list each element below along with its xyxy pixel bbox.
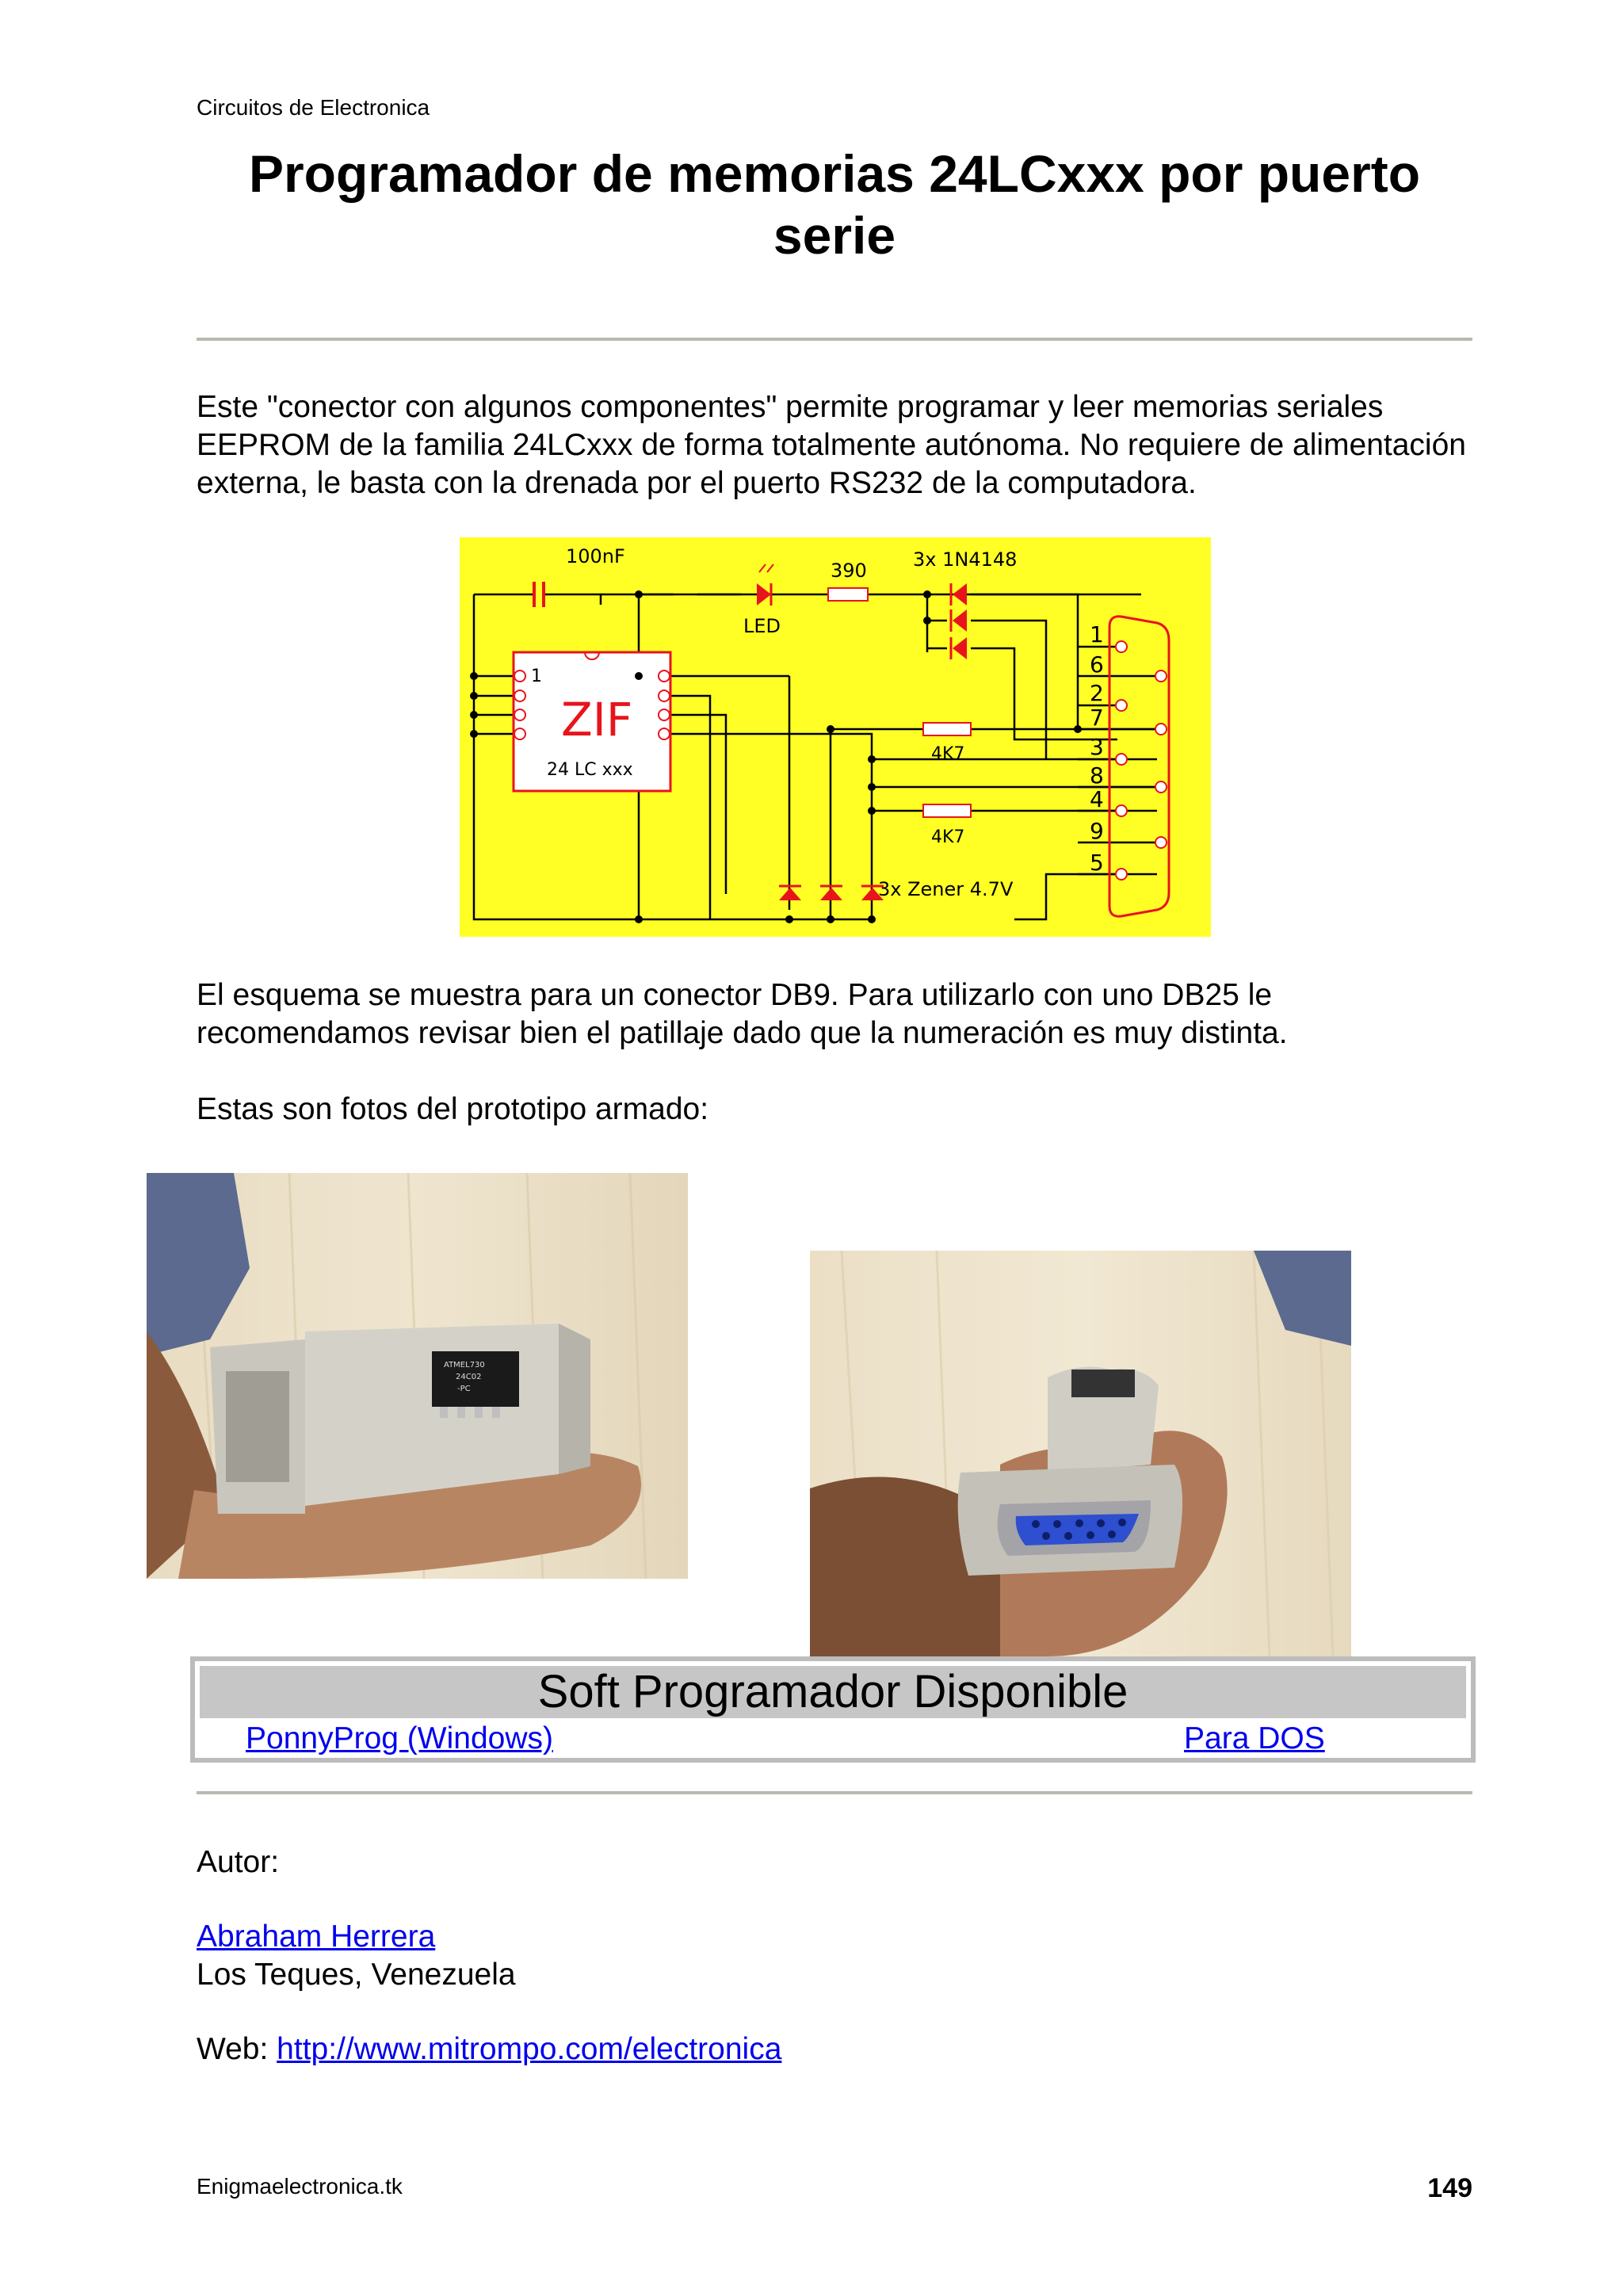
software-table <box>190 1656 1476 1763</box>
web-url-link[interactable]: http://www.mitrompo.com/electronica <box>277 2032 782 2066</box>
footer-site: Enigmaelectronica.tk <box>197 2174 403 2199</box>
svg-text:1: 1 <box>1090 621 1104 648</box>
top-divider <box>197 338 1472 341</box>
svg-text:3: 3 <box>1090 734 1104 760</box>
db9-pin-labels <box>1090 621 1104 876</box>
label-zener: 3x Zener 4.7V <box>878 878 1014 900</box>
svg-text:6: 6 <box>1090 651 1104 678</box>
label-4k7-bottom: 4K7 <box>931 827 965 847</box>
prototype-photo-front <box>810 1251 1351 1656</box>
bottom-divider <box>197 1791 1472 1794</box>
author-location: Los Teques, Venezuela <box>197 1958 516 1992</box>
author-name-link[interactable]: Abraham Herrera <box>197 1920 436 1954</box>
label-4k7-top: 4K7 <box>931 744 965 764</box>
svg-text:4: 4 <box>1090 786 1104 812</box>
chip-text-line1: ATMEL730 <box>444 1361 485 1370</box>
circuit-schematic <box>460 537 1211 937</box>
svg-text:8: 8 <box>1090 762 1104 789</box>
web-label: Web: <box>197 2032 269 2066</box>
svg-text:5: 5 <box>1090 850 1104 876</box>
label-100nf: 100nF <box>566 545 625 567</box>
db9-paragraph: El esquema se muestra para un conector DB9. Para utilizarlo con uno DB25 le recomendamos revisar bien el patillaje dado que la numeración es muy distinta. <box>197 978 1288 1050</box>
label-24lc: 24 LC xxx <box>547 760 633 780</box>
chip-text-line2: 24C02 <box>456 1373 482 1381</box>
label-led: LED <box>743 615 781 637</box>
svg-text:2: 2 <box>1090 680 1104 706</box>
svg-text:7: 7 <box>1090 705 1104 731</box>
author-label: Autor: <box>197 1845 280 1879</box>
web-line <box>197 2030 781 2069</box>
software-table-heading: Soft Programador Disponible <box>200 1666 1466 1718</box>
ponyprog-link[interactable]: PonnyProg (Windows) <box>246 1721 553 1755</box>
page-number: 149 <box>1427 2173 1472 2203</box>
para-dos-link[interactable]: Para DOS <box>1184 1721 1325 1755</box>
prototype-photo-side <box>147 1173 688 1579</box>
running-header: Circuitos de Electronica <box>197 95 430 120</box>
chip-text-line3: -PC <box>457 1385 471 1393</box>
intro-paragraph: Este "conector con algunos componentes" permite programar y leer memorias seriales EEPROM de la familia 24LCxxx de forma totalmente autónoma. No requiere de alimentación externa, le basta con la drenada por el puerto RS232 de la computadora. <box>197 390 1466 500</box>
label-pin1: 1 <box>531 667 542 686</box>
page-title: Programador de memorias 24LCxxx por puerto serie <box>248 144 1421 265</box>
label-390: 390 <box>831 560 867 582</box>
label-zif: ZIF <box>561 693 633 747</box>
photos-caption: Estas son fotos del prototipo armado: <box>197 1092 709 1126</box>
svg-text:9: 9 <box>1090 818 1104 844</box>
label-1n4148: 3x 1N4148 <box>913 548 1018 571</box>
